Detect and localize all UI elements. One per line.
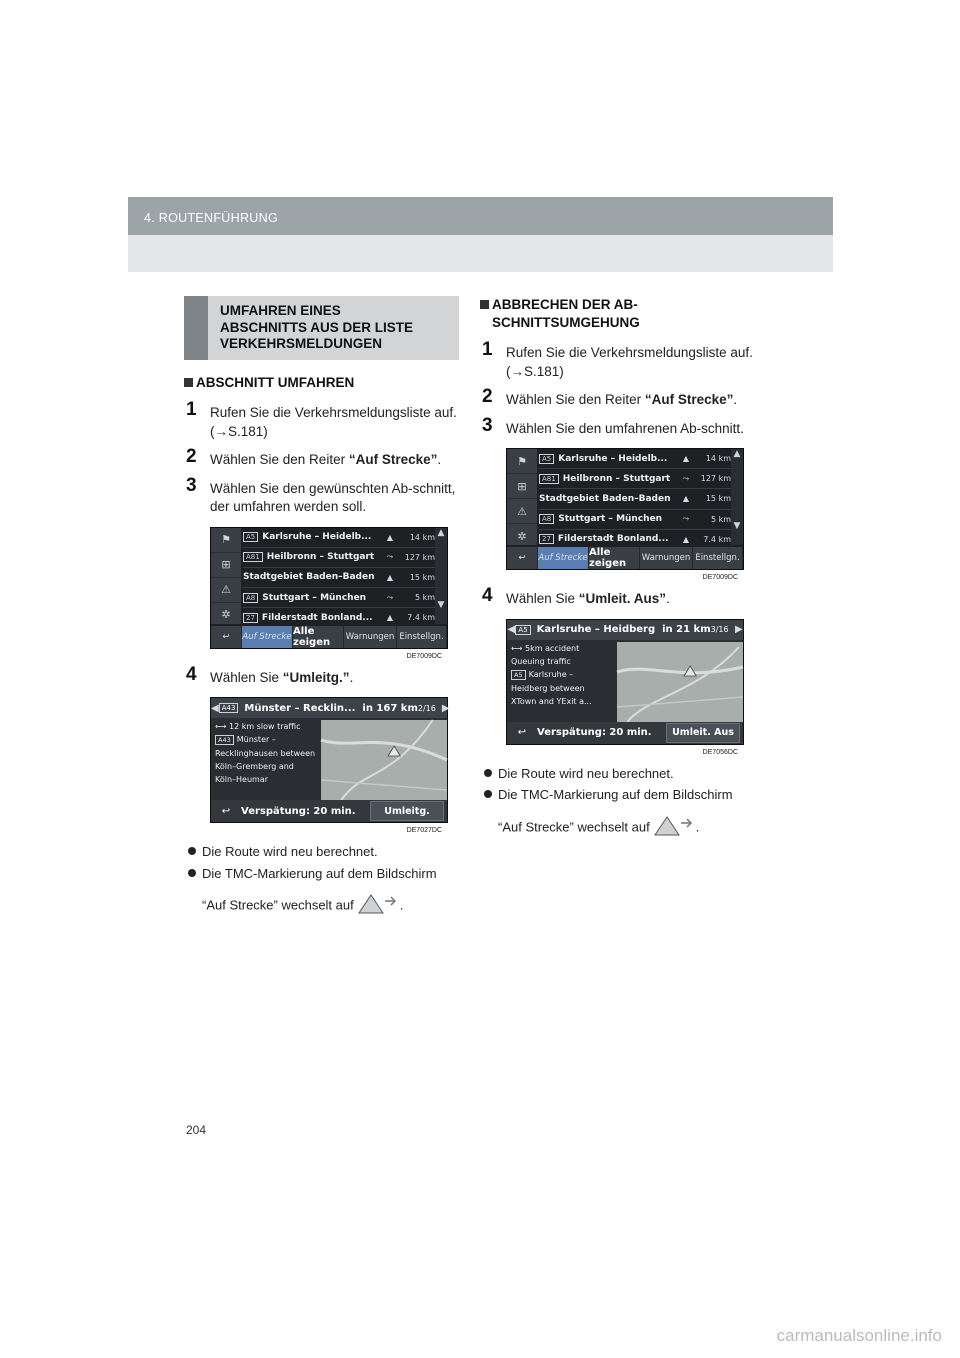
figure-code: DE7027DC [406, 827, 442, 834]
screen-side-menu [211, 528, 241, 624]
detail-line: A5 Karlsruhe – [511, 668, 615, 682]
bullet-dot-icon [484, 769, 492, 777]
step-2: 2 Wählen Sie den Reiter “Auf Strecke”. [482, 386, 738, 407]
tab-warnings[interactable]: Warnungen [344, 626, 397, 648]
watermark: carmanualsonline.info [776, 1326, 942, 1345]
list-item[interactable]: A81 Heilbronn – Stuttgart ⤳ 127 km [539, 469, 731, 489]
traffic-list-screen [210, 527, 448, 649]
list-item[interactable]: 27 Filderstadt Bonland... ▲ 7.4 km [539, 530, 731, 550]
square-bullet-icon [184, 378, 193, 387]
detail-header: ◀ A43 Münster – Recklin... in 167 km 2/16 ▶ [211, 698, 447, 718]
list-item[interactable]: Stadtgebiet Baden–Baden ▲ 15 km [539, 489, 731, 509]
result-bullet: Die Route wird neu berechnet. [480, 765, 755, 783]
back-button[interactable]: ↩ [507, 547, 538, 569]
detail-header: ◀ A5 Karlsruhe – Heidberg in 21 km 3/16 ▶ [507, 620, 743, 640]
detail-line: Köln–Gremberg and [215, 762, 294, 771]
list-item[interactable]: A5 Karlsruhe – Heidelb... ▲ 14 km [243, 528, 435, 548]
figure-code-wrap [210, 827, 446, 843]
list-item[interactable]: A5 Karlsruhe – Heidelb... ▲ 14 km [539, 449, 731, 469]
settings-gear-icon[interactable]: ✲ [211, 603, 241, 628]
detour-icon: ⤳ [682, 473, 690, 483]
detour-icon: ⤳ [386, 592, 394, 602]
prev-arrow-icon[interactable]: ◀ [507, 624, 516, 635]
map-icon[interactable]: ⊞ [507, 474, 537, 499]
traffic-warning-icon[interactable]: ⚠ [211, 578, 241, 603]
tab-on-route[interactable]: Auf Strecke [538, 547, 589, 569]
bullet-dot-icon [484, 790, 492, 798]
page-number: 204 [186, 1123, 207, 1137]
bullet-line-2: “Auf Strecke” wechselt auf . [498, 815, 755, 842]
detail-line: ⟷ 5km accident [511, 643, 580, 653]
step-1: 1 Rufen Sie die Verkehrsmeldungsliste auf. (→S.181) [186, 399, 457, 439]
tab-settings[interactable]: Einstellgn. [693, 547, 743, 569]
scroll-up-icon[interactable]: ▲ [437, 527, 445, 538]
figure-code-wrap [506, 574, 742, 590]
warning-triangle-icon: ▲ [682, 534, 690, 544]
figure-code: DE7009DC [702, 574, 738, 581]
screen-side-menu [507, 449, 537, 545]
tab-warnings[interactable]: Warnungen [640, 547, 693, 569]
traffic-detail-screen [506, 619, 744, 745]
step-3: 3 Wählen Sie den umfahrenen Ab-schnitt. [482, 414, 744, 436]
detail-line: ⟷ 12 km slow traffic [215, 722, 301, 731]
result-bullet: Die Route wird neu berechnet. [184, 843, 459, 861]
bullet-line-2: “Auf Strecke” wechselt auf . [202, 893, 459, 920]
back-button[interactable]: ↩ [211, 626, 242, 648]
step-4: 4 Wählen Sie “Umleitg.”. [186, 663, 354, 685]
section-heading-box [184, 296, 459, 360]
list-item[interactable]: A81 Heilbronn – Stuttgart ⤳ 127 km [243, 548, 435, 568]
detail-text [511, 642, 615, 720]
detour-icon: ⤳ [386, 552, 394, 562]
warning-triangle-icon: ▲ [386, 532, 394, 542]
detail-line: Köln–Heumar [215, 775, 269, 784]
checkered-flag-icon[interactable]: ⚑ [507, 449, 537, 474]
screen-tab-bar [211, 626, 447, 648]
result-bullet: Die TMC-Markierung auf dem Bildschirm “Auf Strecke” wechselt auf . [184, 865, 459, 920]
list-scrollbar[interactable] [731, 449, 743, 545]
subheading-detour: ABSCHNITT UMFAHREN [184, 374, 459, 392]
bullet-dot-icon [188, 847, 196, 855]
left-column [184, 296, 459, 924]
scroll-down-icon[interactable]: ▼ [437, 599, 445, 610]
detail-title: Karlsruhe – Heidberg in 21 km [536, 624, 711, 635]
detail-title: Münster – Recklin... in 167 km [244, 702, 418, 714]
tab-show-all[interactable]: Alle zeigen [589, 547, 640, 569]
list-item[interactable]: A8 Stuttgart – München ⤳ 5 km [539, 510, 731, 530]
section-heading-bar [184, 296, 208, 360]
length-icon: ⟷ [215, 722, 230, 731]
tab-on-route[interactable]: Auf Strecke [242, 626, 293, 648]
map-view[interactable] [321, 720, 447, 800]
prev-arrow-icon[interactable]: ◀ [211, 702, 219, 714]
result-bullet: Die TMC-Markierung auf dem Bildschirm “Auf Strecke” wechselt auf . [480, 786, 755, 841]
next-arrow-icon[interactable]: ▶ [734, 624, 743, 635]
map-view[interactable] [617, 642, 743, 722]
length-icon: ⟷ [511, 643, 526, 653]
back-button[interactable]: ↩ [221, 805, 231, 817]
warning-triangle-icon: ▲ [386, 572, 394, 582]
map-roads-graphic [617, 642, 743, 722]
traffic-detail-screen [210, 697, 448, 823]
bullet-dot-icon [188, 869, 196, 877]
detail-line: XTown and YExit a... [511, 696, 592, 706]
chapter-title: 4. ROUTENFÜHRUNG [144, 211, 278, 225]
step-4: 4 Wählen Sie “Umleit. Aus”. [482, 585, 670, 606]
right-column [480, 296, 755, 845]
settings-gear-icon[interactable]: ✲ [507, 524, 537, 549]
traffic-rows [243, 528, 435, 629]
step-2: 2 Wählen Sie den Reiter “Auf Strecke”. [186, 446, 442, 467]
figure-code-wrap [506, 749, 742, 765]
map-roads-graphic [321, 720, 447, 800]
step-3: 3 Wählen Sie den gewünschten Ab-schnitt, der umfahren werden soll. [186, 474, 456, 514]
detail-line: Heidberg between [511, 683, 585, 693]
detail-text [215, 720, 319, 798]
warning-triangle-icon: ▲ [682, 494, 690, 504]
detail-line: Recklinghausen between [215, 749, 316, 758]
tab-settings[interactable]: Einstellgn. [397, 626, 447, 648]
detail-footer: ↩ Verspätung: 20 min. Umleit. Aus [507, 722, 743, 744]
list-item[interactable]: 27 Filderstadt Bonland... ▲ 7.4 km [243, 608, 435, 628]
detour-off-button[interactable]: Umleit. Aus [666, 723, 740, 743]
section-heading: UMFAHREN EINES ABSCHNITTS AUS DER LISTE VERKEHRSMELDUNGEN [220, 303, 414, 351]
scroll-up-icon[interactable]: ▲ [733, 449, 741, 459]
figure-code: DE7056DC [702, 748, 738, 756]
checkered-flag-icon[interactable]: ⚑ [211, 528, 241, 553]
warning-triangle-icon: ▲ [682, 454, 690, 464]
header-subbar [128, 235, 833, 272]
detail-footer: ↩ Verspätung: 20 min. Umleitg. [211, 800, 447, 822]
step-1: 1 Rufen Sie die Verkehrsmeldungsliste auf. (→S.181) [482, 339, 753, 379]
list-item[interactable]: Stadtgebiet Baden–Baden ▲ 15 km [243, 568, 435, 588]
next-arrow-icon[interactable]: ▶ [441, 702, 450, 714]
list-scrollbar[interactable] [435, 528, 447, 624]
tmc-detour-icon [357, 893, 397, 920]
square-bullet-icon [480, 300, 489, 309]
detail-line: A43 Münster – [215, 733, 319, 747]
detour-button[interactable]: Umleitg. [370, 801, 444, 821]
back-button[interactable]: ↩ [517, 727, 527, 738]
tmc-detour-icon [653, 815, 693, 842]
traffic-rows [539, 449, 731, 550]
list-item[interactable]: A8 Stuttgart – München ⤳ 5 km [243, 588, 435, 608]
warning-triangle-icon: ▲ [386, 613, 394, 623]
traffic-warning-icon[interactable]: ⚠ [507, 499, 537, 524]
scroll-down-icon[interactable]: ▼ [733, 521, 741, 531]
screen-tab-bar [507, 547, 743, 569]
traffic-list-screen [506, 448, 744, 570]
detour-icon: ⤳ [682, 514, 690, 524]
figure-code: DE7009DC [406, 652, 442, 660]
detail-line: Queuing traffic [511, 656, 571, 666]
figure-code-wrap [210, 653, 446, 669]
map-icon[interactable]: ⊞ [211, 553, 241, 578]
tab-show-all[interactable]: Alle zeigen [293, 626, 344, 648]
subheading-cancel: ABBRECHEN DER AB- SCHNITTSUMGEHUNG [480, 296, 755, 332]
